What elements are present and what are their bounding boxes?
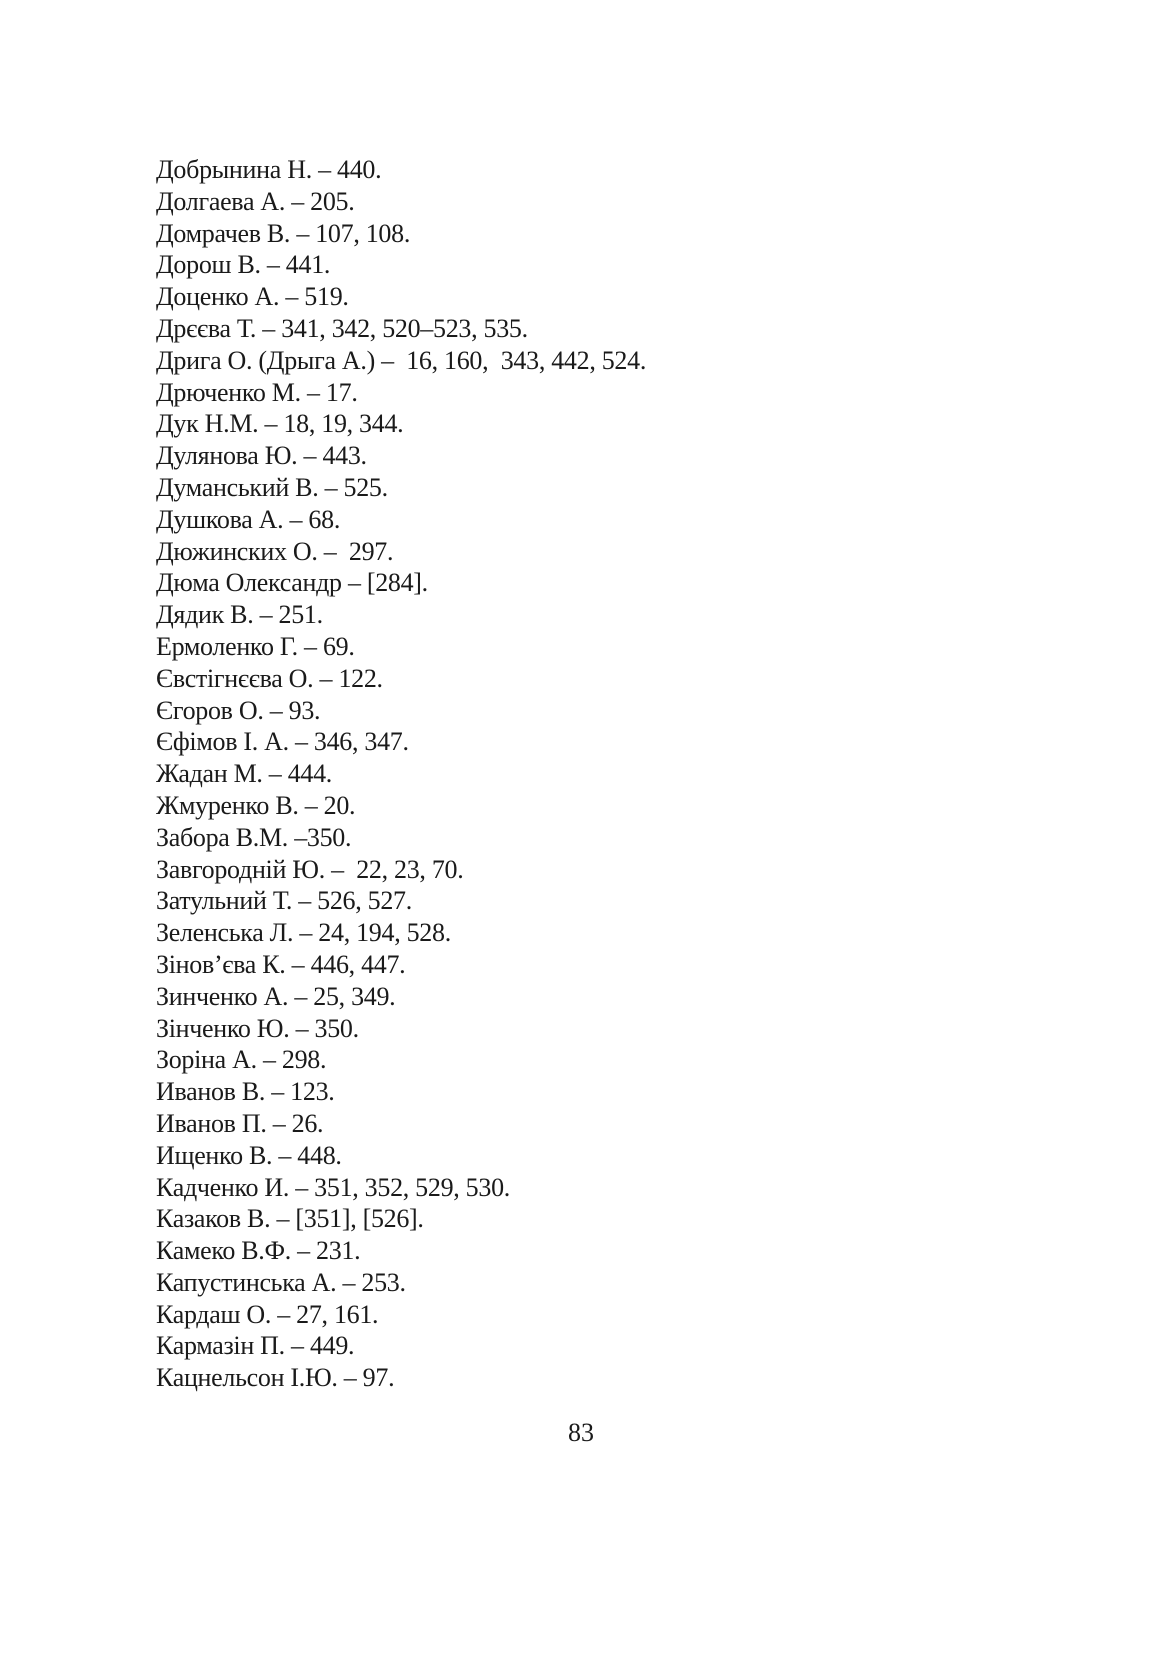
index-entry: Єфімов І. А. – 346, 347. — [156, 727, 409, 757]
name-index-list — [156, 154, 646, 1394]
index-entry: Дрига О. (Дрыга А.) – 16, 160, 343, 442, 524. — [156, 345, 647, 375]
index-entry: Дюма Олександр – [284]. — [156, 568, 428, 598]
index-entry: Забора В.М. –350. — [156, 822, 352, 852]
index-entry: Кардаш О. – 27, 161. — [156, 1299, 379, 1329]
index-entry: Камеко В.Ф. – 231. — [156, 1236, 361, 1266]
index-entry: Зеленська Л. – 24, 194, 528. — [156, 918, 451, 948]
index-entry: Иванов П. – 26. — [156, 1108, 324, 1138]
index-entry: Затульний Т. – 526, 527. — [156, 886, 412, 916]
index-entry: Жмуренко В. – 20. — [156, 790, 356, 820]
index-entry: Завгородній Ю. – 22, 23, 70. — [156, 854, 464, 884]
index-entry: Дядик В. – 251. — [156, 600, 323, 630]
index-entry: Дорош В. – 441. — [156, 250, 331, 280]
index-entry: Євстігнєєва О. – 122. — [156, 663, 383, 693]
index-entry: Долгаева А. – 205. — [156, 186, 355, 216]
index-entry: Ищенко В. – 448. — [156, 1140, 342, 1170]
index-entry: Доценко А. – 519. — [156, 282, 349, 312]
page-number: 83 — [568, 1418, 594, 1447]
index-entry: Дук Н.М. – 18, 19, 344. — [156, 409, 404, 439]
index-entry: Казаков В. – [351], [526]. — [156, 1204, 424, 1234]
index-entry: Дрєєва Т. – 341, 342, 520–523, 535. — [156, 313, 528, 343]
index-entry: Ермоленко Г. – 69. — [156, 631, 355, 661]
index-entry: Душкова А. – 68. — [156, 504, 341, 534]
index-entry: Домрачев В. – 107, 108. — [156, 218, 411, 248]
index-entry: Дулянова Ю. – 443. — [156, 441, 367, 471]
index-entry: Зінченко Ю. – 350. — [156, 1013, 359, 1043]
index-entry: Иванов В. – 123. — [156, 1077, 335, 1107]
index-entry: Кармазін П. – 449. — [156, 1331, 355, 1361]
index-entry: Зинченко А. – 25, 349. — [156, 981, 396, 1011]
index-entry: Думанський В. – 525. — [156, 472, 388, 502]
index-entry: Кадченко И. – 351, 352, 529, 530. — [156, 1172, 510, 1202]
index-entry: Кацнельсон І.Ю. – 97. — [156, 1363, 395, 1393]
index-entry: Жадан М. – 444. — [156, 759, 332, 789]
index-entry: Дрюченко М. – 17. — [156, 377, 358, 407]
index-entry: Добрынина Н. – 440. — [156, 155, 382, 184]
index-entry: Єгоров О. – 93. — [156, 695, 321, 725]
index-entry: Дюжинских О. – 297. — [156, 536, 394, 566]
index-entry: Капустинська А. – 253. — [156, 1267, 406, 1297]
index-entry: Зоріна А. – 298. — [156, 1045, 327, 1075]
index-entry: Зінов’єва К. – 446, 447. — [156, 949, 406, 979]
